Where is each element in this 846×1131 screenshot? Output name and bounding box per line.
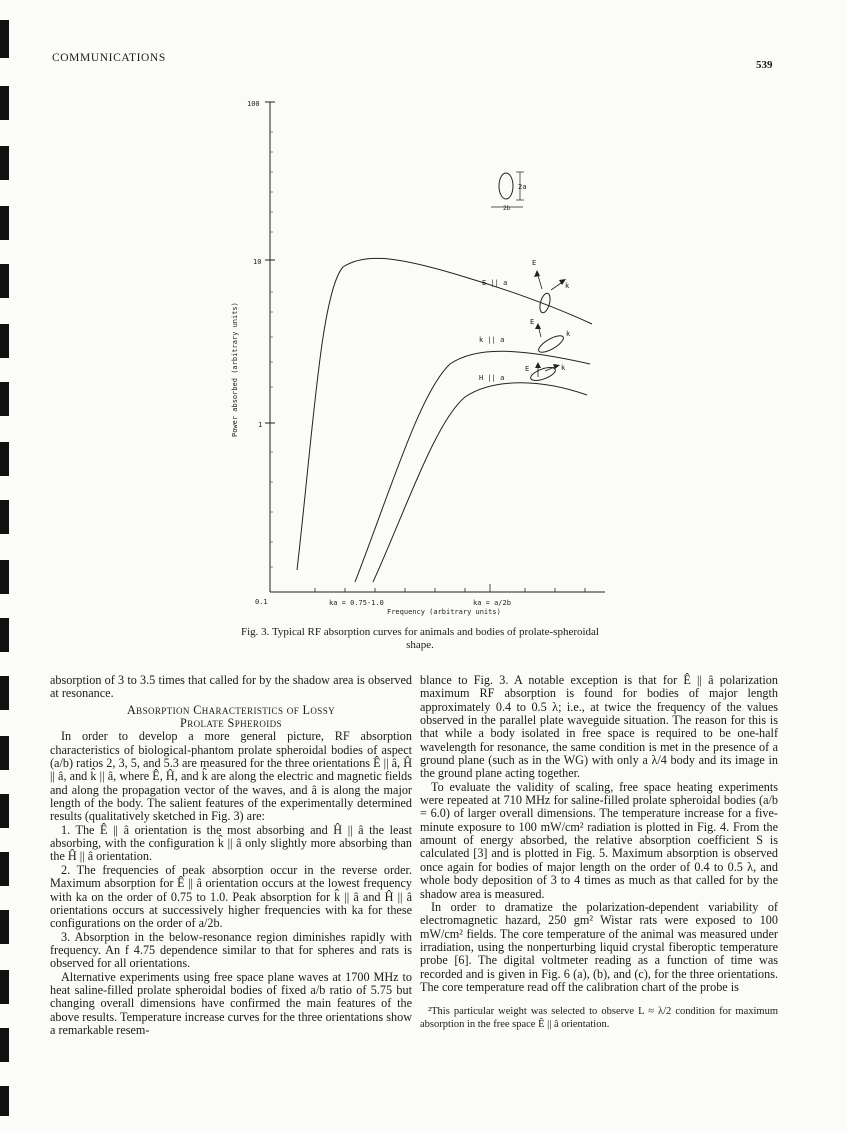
left-paragraph-2: In order to develop a more general picture, RF absorption characteristics of biological-phantom prolate spheroidal bodies of aspect (a/b) ratios 2, 3, 5, and 5.3 are measured for the three orientations Ê || â, Ĥ || â, and k̂ || â, where Ê, Ĥ, and k̂ are along the electric and magnetic fields and along the propagation vector of the waves, and â is along the major length of the body. The salient features of the experimentally determined results (qualitatively sketched in Fig. 3) are:: [50, 729, 412, 824]
right-column: [420, 674, 778, 1031]
x-tick-label-resonance-e: ka = 0.75-1.0: [329, 599, 384, 607]
running-header: COMMUNICATIONS: [52, 52, 166, 64]
x-axis-label: Frequency (arbitrary units): [387, 608, 501, 616]
feature-item-3: 3. Absorption in the below-resonance region diminishes rapidly with frequency. An f 4.75 dependence similar to that for spheres and rats is observed for all orientations.: [50, 929, 412, 971]
series-e-parallel-a-curve: [297, 258, 592, 570]
y-tick-label-1: 1: [258, 421, 263, 429]
figure-3: [225, 92, 615, 622]
orientation-sketch-e-parallel-a: [532, 259, 570, 314]
series-label-k-parallel-a: k || a: [479, 336, 505, 344]
right-paragraph-1: blance to Fig. 3. A notable exception is that for Ê || â polarization maximum RF absorption is found for bodies of major length approximately 0.4 to 0.5 λ; i.e., at twice the frequency of the values observed in the parallel plate waveguide situation. The reason for this is that while a body isolated in free space is required to be one-half wavelength for resonance, the same condition is met in the presence of a ground plane (such as in the WG) with only a λ/4 body and its image in the ground plane acting together.: [420, 673, 778, 781]
svg-text:k: k: [565, 282, 570, 290]
left-paragraph-1: absorption of 3 to 3.5 times that called for by the shadow area is observed at resonance.: [50, 673, 412, 701]
spheroid-dimension-inset: [491, 172, 526, 212]
svg-text:k: k: [561, 364, 566, 372]
footnote: ²This particular weight was selected to observe L ≈ λ/2 condition for maximum absorption in the free space Ê || â orientation.: [420, 1006, 778, 1030]
y-tick-label-100: 100: [247, 100, 260, 108]
orientation-sketch-h-parallel-a: [525, 362, 566, 383]
feature-item-1: 1. The Ê || â orientation is the most absorbing and Ĥ || â the least absorbing, with the configuration k̂ || â only slightly more absorbing than the Ĥ || â orientation.: [50, 822, 412, 864]
y-axis-label: Power absorbed (arbitrary units): [231, 302, 239, 437]
svg-text:E: E: [525, 365, 530, 373]
figure-caption: Fig. 3. Typical RF absorption curves for animals and bodies of prolate-spheroidal shape.: [241, 626, 599, 651]
absorption-chart: [225, 92, 615, 622]
right-paragraph-3: In order to dramatize the polarization-dependent variability of electromagnetic hazard, 250 gm² Wistar rats were exposed to 100 mW/cm² fields. The core temperature of the animal was measured under irradiation, using the nonperturbing liquid crystal fiberoptic temperature probe [6]. The digital voltmeter reading as a function of time was recorded and is given in Fig. 6 (a), (b), and (c), for the three orientations. The core temperature read off the calibration chart of the probe is: [420, 899, 778, 994]
svg-text:E: E: [530, 318, 535, 326]
svg-text:2b: 2b: [503, 205, 511, 212]
left-paragraph-3: Alternative experiments using free space plane waves at 1700 MHz to heat saline-filled prolate spheroidal bodies of fixed a/b ratio of 5.75 but changing overall dimensions have confirmed the main features of the above results. Temperature increase curves for the three orientations show a remarkable resem-: [50, 969, 412, 1037]
series-label-h-parallel-a: H || a: [479, 374, 505, 382]
svg-text:E: E: [532, 259, 537, 267]
y-tick-label-0.1: 0.1: [255, 598, 268, 606]
series-label-e-parallel-a: E || a: [482, 279, 508, 287]
x-ticks: [315, 584, 585, 592]
page-number: 539: [756, 59, 773, 71]
section-heading-line-1: Absorption Characteristics of Lossy: [126, 702, 336, 717]
section-heading-line-2: Prolate Spheroids: [180, 716, 282, 731]
orientation-sketch-k-parallel-a: [530, 318, 571, 355]
right-paragraph-2: To evaluate the validity of scaling, free space heating experiments were repeated at 710 MHz for saline-filled prolate spheroidal bodies (a/b = 6.0) of larger overall dimensions. The temperature increase for a five-minute exposure to 100 mW/cm² radiation is plotted in Fig. 4. From the amount of energy absorbed, the relative absorption coefficient S is calculated [3] and is plotted in Fig. 5. Maximum absorption is observed once again for bodies of major length on the order of 0.4 to 0.5 λ, and whole body deposition of 3 to 4 times as much as that called for by the shadow area is measured.: [420, 779, 778, 901]
left-column: [50, 674, 412, 1037]
y-tick-label-10: 10: [253, 258, 262, 266]
binding-marks: [0, 0, 14, 1131]
feature-item-2: 2. The frequencies of peak absorption occur in the reverse order. Maximum absorption for Ê || â orientation occurs at the lowest frequency with ka on the order of 0.75 to 1.0. Peak absorption for k̂ || â and Ĥ || â orientations occurs at successively higher frequencies with ka for these configurations on the order of a/2b.: [50, 862, 412, 931]
svg-text:2a: 2a: [518, 183, 527, 191]
svg-text:k: k: [566, 330, 571, 338]
series-h-parallel-a-curve: [373, 383, 587, 582]
x-tick-label-resonance-kh: ka = a/2b: [473, 599, 511, 607]
